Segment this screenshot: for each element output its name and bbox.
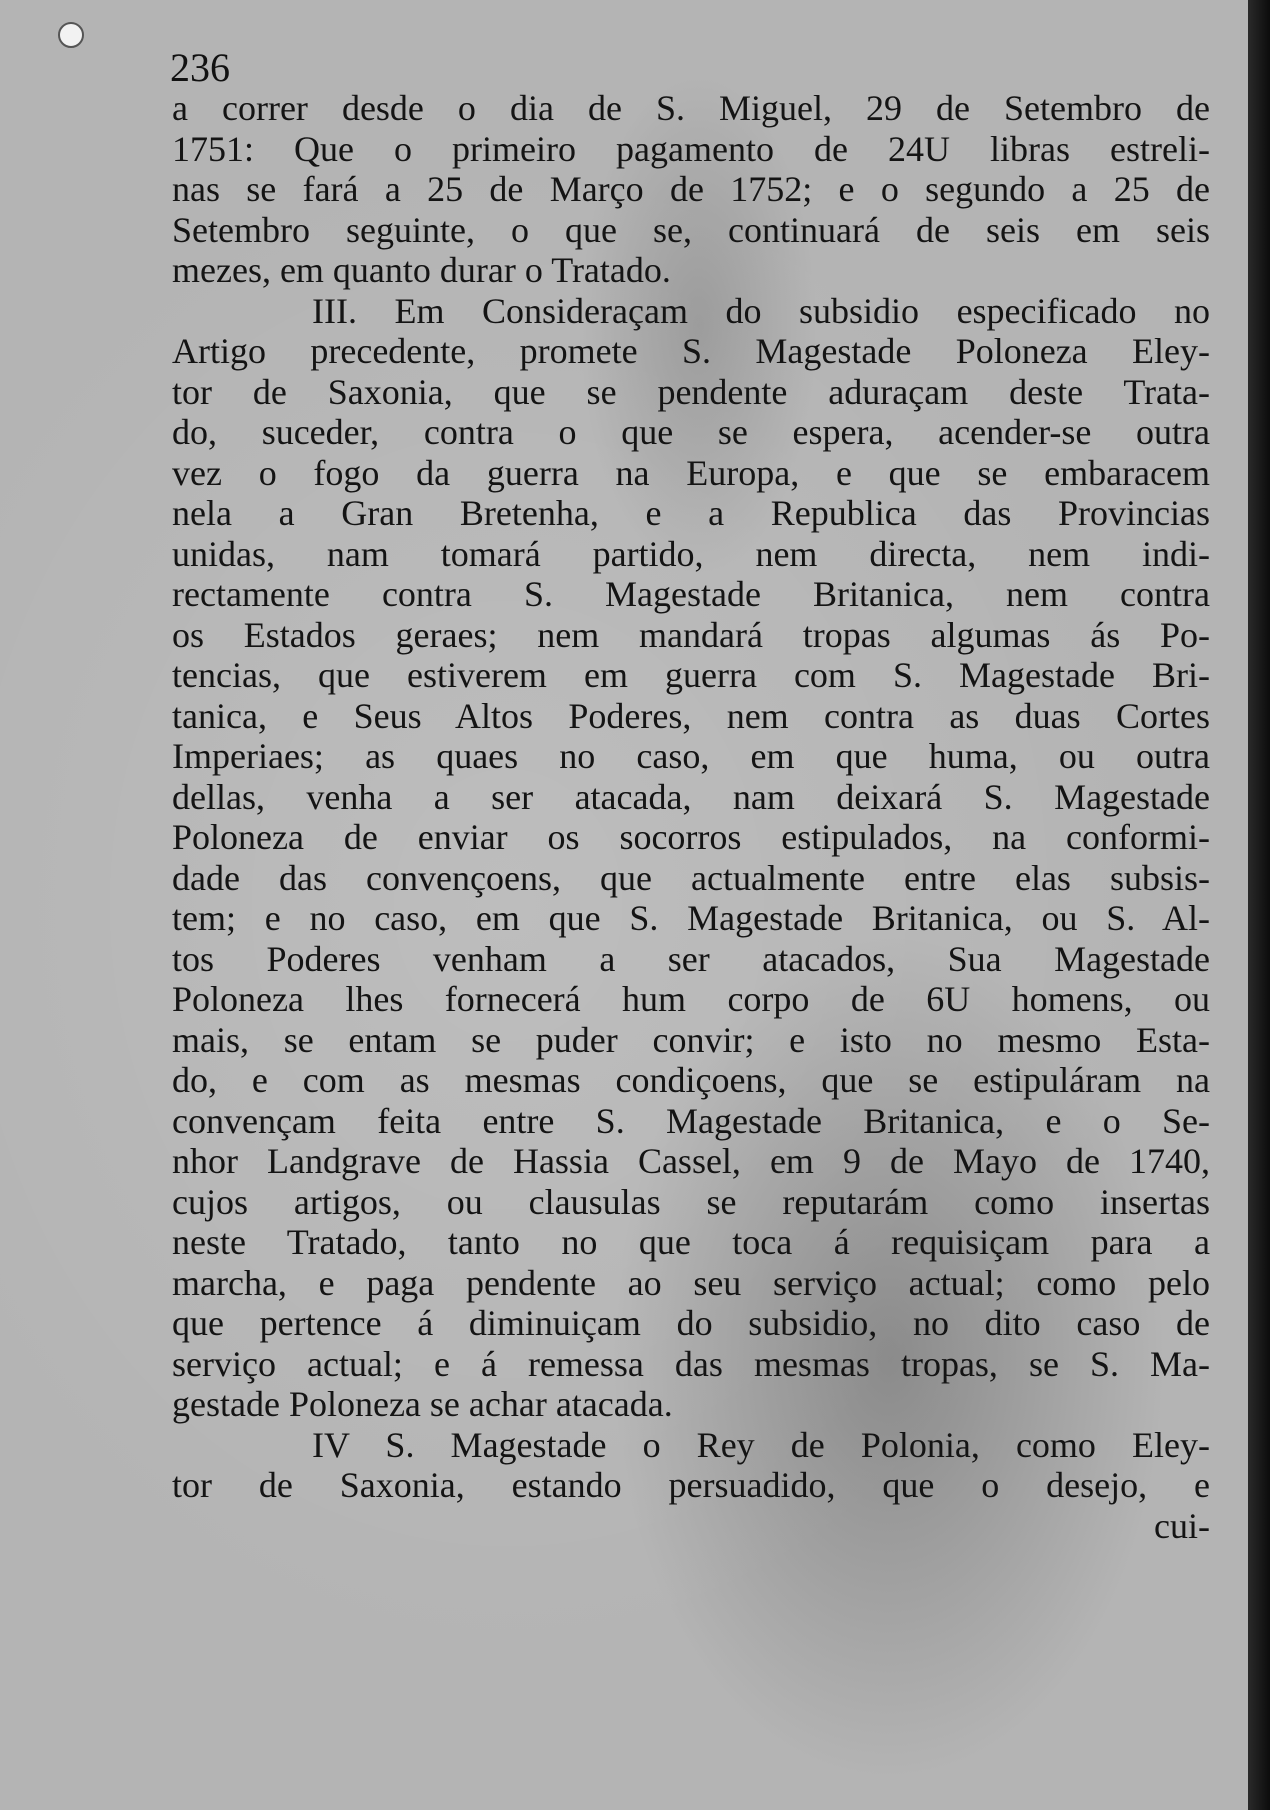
text-line: tencias, que estiverem em guerra com S. Magestade Bri-	[172, 655, 1210, 695]
text-line: tem; e no caso, em que S. Magestade Britanica, ou S. Al-	[172, 898, 1210, 938]
text-line: gestade Poloneza se achar atacada.	[172, 1384, 673, 1424]
text-line: mais, se entam se puder convir; e isto no mesmo Esta-	[172, 1019, 1210, 1060]
text-line: do, e com as mesmas condiçoens, que se estipuláram na	[172, 1060, 1210, 1100]
text-line: tos Poderes venham a ser atacados, Sua Magestade	[172, 938, 1210, 979]
catchword: cui-	[1154, 1505, 1210, 1546]
text-line: vez o fogo da guerra na Europa, e que se embaracem	[172, 452, 1210, 493]
text-line: III. Em Consideraçam do subsidio especificado no	[312, 290, 1210, 331]
text-line: nela a Gran Bretenha, e a Republica das Provincias	[172, 493, 1210, 533]
page-number: 236	[170, 45, 230, 90]
text-line: tor de Saxonia, estando persuadido, que o desejo, e	[172, 1465, 1210, 1505]
text-line: do, suceder, contra o que se espera, acender-se outra	[172, 412, 1210, 452]
text-line: IV S. Magestade o Rey de Polonia, como Eley-	[312, 1424, 1210, 1465]
text-line: dade das convençoens, que actualmente entre elas subsis-	[172, 857, 1210, 898]
text-line: os Estados geraes; nem mandará tropas algumas ás Po-	[172, 614, 1210, 655]
text-line: Poloneza de enviar os socorros estipulados, na conformi-	[172, 817, 1210, 857]
text-line: nhor Landgrave de Hassia Cassel, em 9 de Mayo de 1740,	[172, 1141, 1210, 1181]
text-line: nas se fará a 25 de Março de 1752; e o segundo a 25 de	[172, 169, 1210, 209]
text-line: cujos artigos, ou clausulas se reputarám como insertas	[172, 1181, 1210, 1222]
text-line: mezes, em quanto durar o Tratado.	[172, 250, 671, 290]
text-line: a correr desde o dia de S. Miguel, 29 de Setembro de	[172, 88, 1210, 128]
text-line: tor de Saxonia, que se pendente aduraçam deste Trata-	[172, 371, 1210, 412]
page-edge-shadow	[1248, 0, 1270, 1810]
text-line: Setembro seguinte, o que se, continuará de seis em seis	[172, 209, 1210, 250]
text-line: serviço actual; e á remessa das mesmas tropas, se S. Ma-	[172, 1343, 1210, 1384]
text-line: 1751: Que o primeiro pagamento de 24U libras estreli-	[172, 128, 1210, 169]
text-line: Artigo precedente, promete S. Magestade Poloneza Eley-	[172, 331, 1210, 371]
text-line: unidas, nam tomará partido, nem directa, nem indi-	[172, 533, 1210, 574]
text-line: marcha, e paga pendente ao seu serviço actual; como pelo	[172, 1262, 1210, 1303]
text-line: neste Tratado, tanto no que toca á requisiçam para a	[172, 1222, 1210, 1262]
text-line: Imperiaes; as quaes no caso, em que huma, ou outra	[172, 736, 1210, 776]
text-line: tanica, e Seus Altos Poderes, nem contra as duas Cortes	[172, 695, 1210, 736]
text-line: dellas, venha a ser atacada, nam deixará S. Magestade	[172, 776, 1210, 817]
binding-hole	[58, 22, 84, 48]
text-line: que pertence á diminuiçam do subsidio, no dito caso de	[172, 1303, 1210, 1343]
text-line: Poloneza lhes fornecerá hum corpo de 6U homens, ou	[172, 979, 1210, 1019]
text-line: convençam feita entre S. Magestade Britanica, e o Se-	[172, 1100, 1210, 1141]
body-text	[172, 88, 1210, 1546]
text-line: rectamente contra S. Magestade Britanica, nem contra	[172, 574, 1210, 614]
